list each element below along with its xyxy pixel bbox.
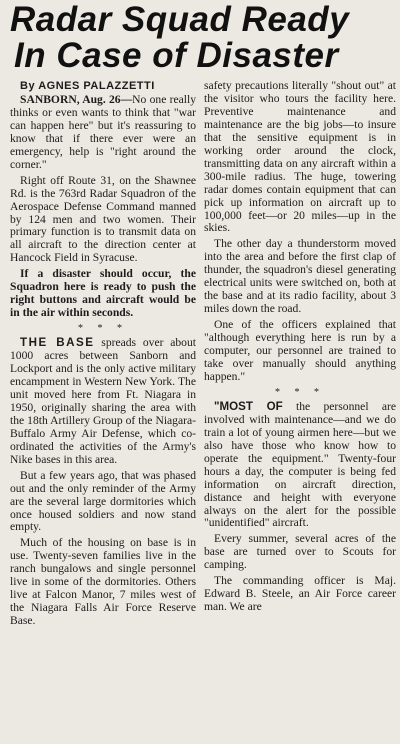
paragraph: But a few years ago, that was phased out and the only reminder of the Army are the several large dormitories which once housed soldiers and now stand empty.	[10, 468, 196, 534]
article-body	[10, 80, 396, 744]
headline-line-2: In Case of Disaster	[14, 36, 339, 75]
section-lead: THE BASE	[20, 336, 95, 350]
paragraph: Right off Route 31, on the Shawnee Rd. is the 763rd Radar Squadron of the Aerospace Defense Command manned by 124 men and two women. Their primary function is to transmit data on all aircraft to the direction center at Hancock Field in Syracuse.	[10, 173, 196, 265]
paragraph-text: the personnel are involved with maintenance—and we do train a lot of young airmen here—but we also have those who know how to operate the equipment." Twenty-four hours a day, the computer is being fed information on aircraft direction, distance and height with everyone always on the alert for the possible "unidentified" aircraft.	[204, 399, 396, 530]
headline-line-1: Radar Squad Ready	[10, 0, 350, 39]
paragraph: The other day a thunderstorm moved into the area and before the first clap of thunder, the squadron's diesel generating electrical units were switched on, both at the base and at its radio facility, about 3 miles down the road.	[204, 237, 396, 316]
section-separator: * * *	[275, 386, 325, 398]
section-lead: "MOST OF	[214, 399, 283, 413]
paragraph	[10, 94, 196, 172]
left-column	[10, 80, 196, 744]
section-separator: * * *	[78, 323, 128, 335]
paragraph: safety precautions literally "shout out" at the visitor who tours the facility here. Preventive maintenance and maintenance are the big jobs—to insure that the sensitive equipment is in working order around the clock, transmitting data on any aircraft within a 300-mile radius. The huge, towering radar domes contain equipment that can pick up information on aircraft up to 100,000 feet—or 20 miles—up in the skies.	[204, 80, 396, 235]
paragraph: Much of the housing on base is in use. Twenty-seven families live in the ranch bungalows and single personnel live in some of the dormitories. Others live at Falcon Manor, 7 miles west of the Niagara Falls Air Force Reserve Base.	[10, 536, 196, 628]
headline	[0, 2, 400, 74]
paragraph: Every summer, several acres of the base are turned over to Scouts for camping.	[204, 532, 396, 572]
byline: By AGNES PALAZZETTI	[20, 80, 155, 92]
paragraph: One of the officers explained that "although everything here is run by a computer, our personnel are trained to take over manually should anything happen."	[204, 318, 396, 383]
right-column	[204, 80, 396, 744]
paragraph	[204, 401, 396, 531]
paragraph-text: No one really thinks or even wants to think that "war can happen here" but it's reassuring to know that if there ever were an emergency, help is "right around the corner."	[10, 92, 196, 171]
paragraph	[10, 337, 196, 467]
paragraph: The commanding officer is Maj. Edward B. Steele, an Air Force career man. We are	[204, 574, 396, 614]
paragraph: If a disaster should occur, the Squadron here is ready to push the right buttons and aircraft would be in the air within seconds.	[10, 267, 196, 320]
paragraph-text: spreads over about 1000 acres between Sanborn and Lockport and is the only active military encampment in Western New York. The unit moved here from Ft. Niagara in 1950, originally sharing the area with the 18th Artillery Group of the Niagara-Buffalo Army Air Defense, which co-ordinated the activities of the Army's Nike bases in this area.	[10, 336, 196, 466]
dateline: SANBORN, Aug. 26—	[20, 92, 133, 106]
